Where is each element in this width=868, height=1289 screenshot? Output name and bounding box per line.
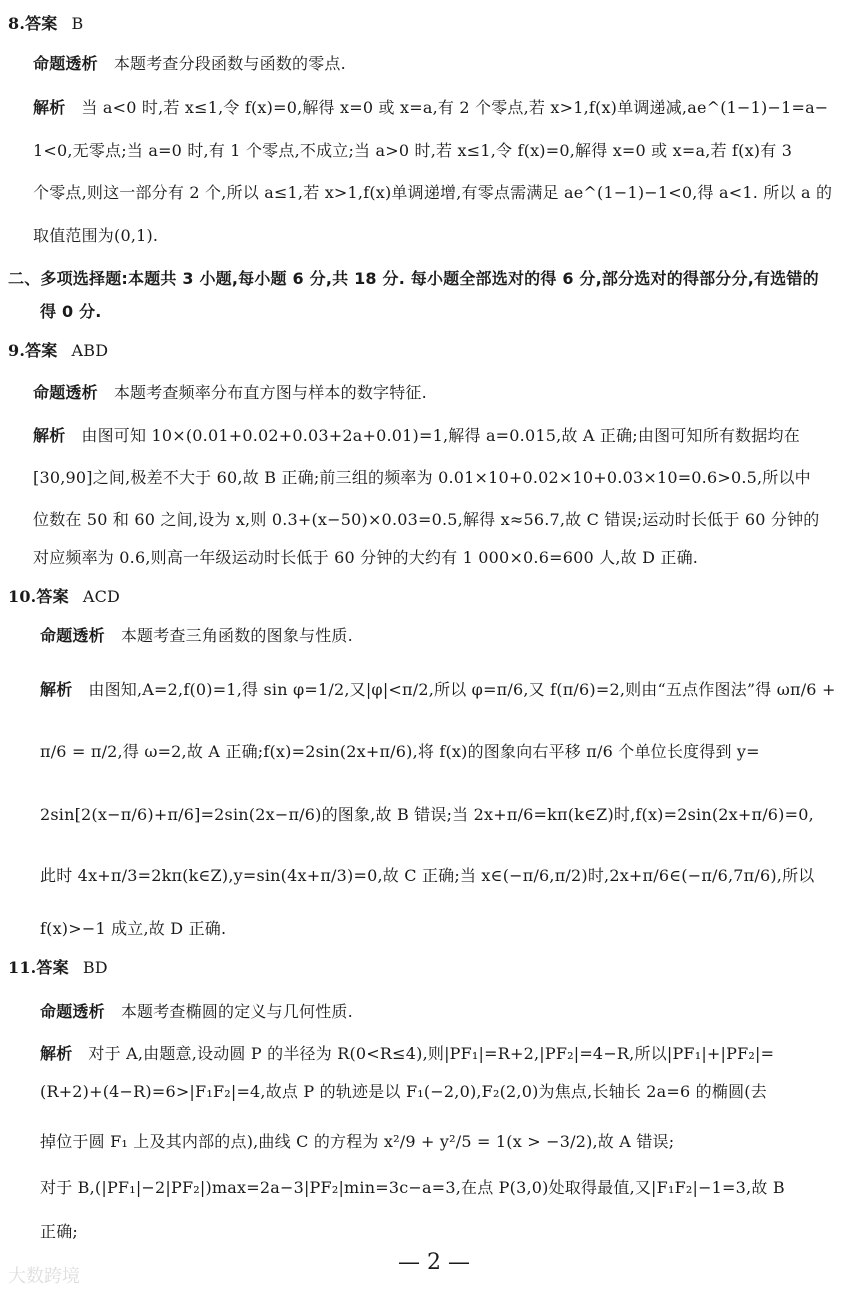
question-label: 9.答案 <box>8 341 58 360</box>
solution-line: 对于 B,(|PF₁|−2|PF₂|)max=2a−3|PF₂|min=3c−a=3,在点 P(3,0)处取得最值,又|F₁F₂|−1=3,故 B <box>40 1178 785 1197</box>
q8-header <box>8 14 83 34</box>
q8-analysis <box>33 54 346 74</box>
solution-line: 2sin[2(x−π/6)+π/6]=2sin(2x−π/6)的图象,故 B 错误;当 2x+π/6=kπ(k∈Z)时,f(x)=2sin(2x+π/6)=0, <box>40 805 814 824</box>
q10-header <box>8 587 120 607</box>
solution-label: 解析 <box>33 98 66 117</box>
question-label: 8.答案 <box>8 14 58 33</box>
solution-line: 掉位于圆 F₁ 上及其内部的点),曲线 C 的方程为 x²/9 + y²/5 = 1(x > −3/2),故 A 错误; <box>40 1132 675 1151</box>
analysis-text: 本题考查椭圆的定义与几何性质. <box>120 1002 353 1021</box>
answer: BD <box>82 958 108 977</box>
solution-line: 此时 4x+π/3=2kπ(k∈Z),y=sin(4x+π/3)=0,故 C 正确;当 x∈(−π/6,π/2)时,2x+π/6∈(−π/6,7π/6),所以 <box>40 866 815 885</box>
analysis-label: 命题透析 <box>33 54 98 73</box>
solution-line: 由图知,A=2,f(0)=1,得 sin φ=1/2,又|φ|<π/2,所以 φ=π/6,又 f(π/6)=2,则由“五点作图法”得 ωπ/6 + <box>88 680 836 699</box>
solution-line: f(x)>−1 成立,故 D 正确. <box>40 919 227 938</box>
solution-line: 对应频率为 0.6,则高一年级运动时长低于 60 分钟的大约有 1 000×0.6=600 人,故 D 正确. <box>33 548 699 567</box>
solution-line: 取值范围为(0,1). <box>33 226 159 245</box>
q9-solution <box>33 426 800 446</box>
solution-line: 正确; <box>40 1222 78 1241</box>
analysis-text: 本题考查分段函数与函数的零点. <box>113 54 346 73</box>
section-heading: 二、多项选择题:本题共 3 小题,每小题 6 分,共 18 分. 每小题全部选对的得 6 分,部分选对的得部分分,有选错的 <box>8 269 819 288</box>
q11-solution <box>40 1044 774 1064</box>
watermark: 大数跨境 <box>8 1266 80 1287</box>
q8-solution <box>33 98 828 118</box>
answer: B <box>71 14 84 33</box>
solution-line: 对于 A,由题意,设动圆 P 的半径为 R(0<R≤4),则|PF₁|=R+2,|PF₂|=4−R,所以|PF₁|+|PF₂|= <box>88 1044 775 1063</box>
q9-analysis <box>33 383 427 403</box>
question-label: 10.答案 <box>8 587 69 606</box>
answer: ABD <box>71 341 109 360</box>
solution-line: π/6 = π/2,得 ω=2,故 A 正确;f(x)=2sin(2x+π/6),将 f(x)的图象向右平移 π/6 个单位长度得到 y= <box>40 742 760 761</box>
solution-line: 个零点,则这一部分有 2 个,所以 a≤1,若 x>1,f(x)单调递增,有零点需满足 ae^(1−1)−1<0,得 a<1. 所以 a 的 <box>33 183 833 202</box>
answer: ACD <box>82 587 121 606</box>
solution-line: [30,90]之间,极差不大于 60,故 B 正确;前三组的频率为 0.01×10+0.02×10+0.03×10=0.6>0.5,所以中 <box>33 468 811 487</box>
q10-analysis <box>40 626 353 646</box>
analysis-label: 命题透析 <box>40 1002 105 1021</box>
question-label: 11.答案 <box>8 958 69 977</box>
solution-label: 解析 <box>40 680 73 699</box>
solution-label: 解析 <box>33 426 66 445</box>
analysis-label: 命题透析 <box>40 626 105 645</box>
q11-analysis <box>40 1002 353 1022</box>
q10-solution <box>40 680 836 700</box>
solution-line: 1<0,无零点;当 a=0 时,有 1 个零点,不成立;当 a>0 时,若 x≤1,令 f(x)=0,解得 x=0 或 x=a,若 f(x)有 3 <box>33 141 793 160</box>
analysis-text: 本题考查三角函数的图象与性质. <box>120 626 353 645</box>
section-heading-cont: 得 0 分. <box>40 302 102 321</box>
page-number: — 2 — <box>398 1250 470 1275</box>
solution-line: 由图可知 10×(0.01+0.02+0.03+2a+0.01)=1,解得 a=0.015,故 A 正确;由图可知所有数据均在 <box>81 426 800 445</box>
analysis-text: 本题考查频率分布直方图与样本的数字特征. <box>113 383 427 402</box>
solution-line: (R+2)+(4−R)=6>|F₁F₂|=4,故点 P 的轨迹是以 F₁(−2,0),F₂(2,0)为焦点,长轴长 2a=6 的椭圆(去 <box>40 1082 767 1101</box>
solution-line: 当 a<0 时,若 x≤1,令 f(x)=0,解得 x=0 或 x=a,有 2 个零点,若 x>1,f(x)单调递减,ae^(1−1)−1=a− <box>81 98 829 117</box>
solution-line: 位数在 50 和 60 之间,设为 x,则 0.3+(x−50)×0.03=0.5,解得 x≈56.7,故 C 错误;运动时长低于 60 分钟的 <box>33 510 820 529</box>
analysis-label: 命题透析 <box>33 383 98 402</box>
solution-label: 解析 <box>40 1044 73 1063</box>
q11-header <box>8 958 108 978</box>
q9-header <box>8 341 108 361</box>
